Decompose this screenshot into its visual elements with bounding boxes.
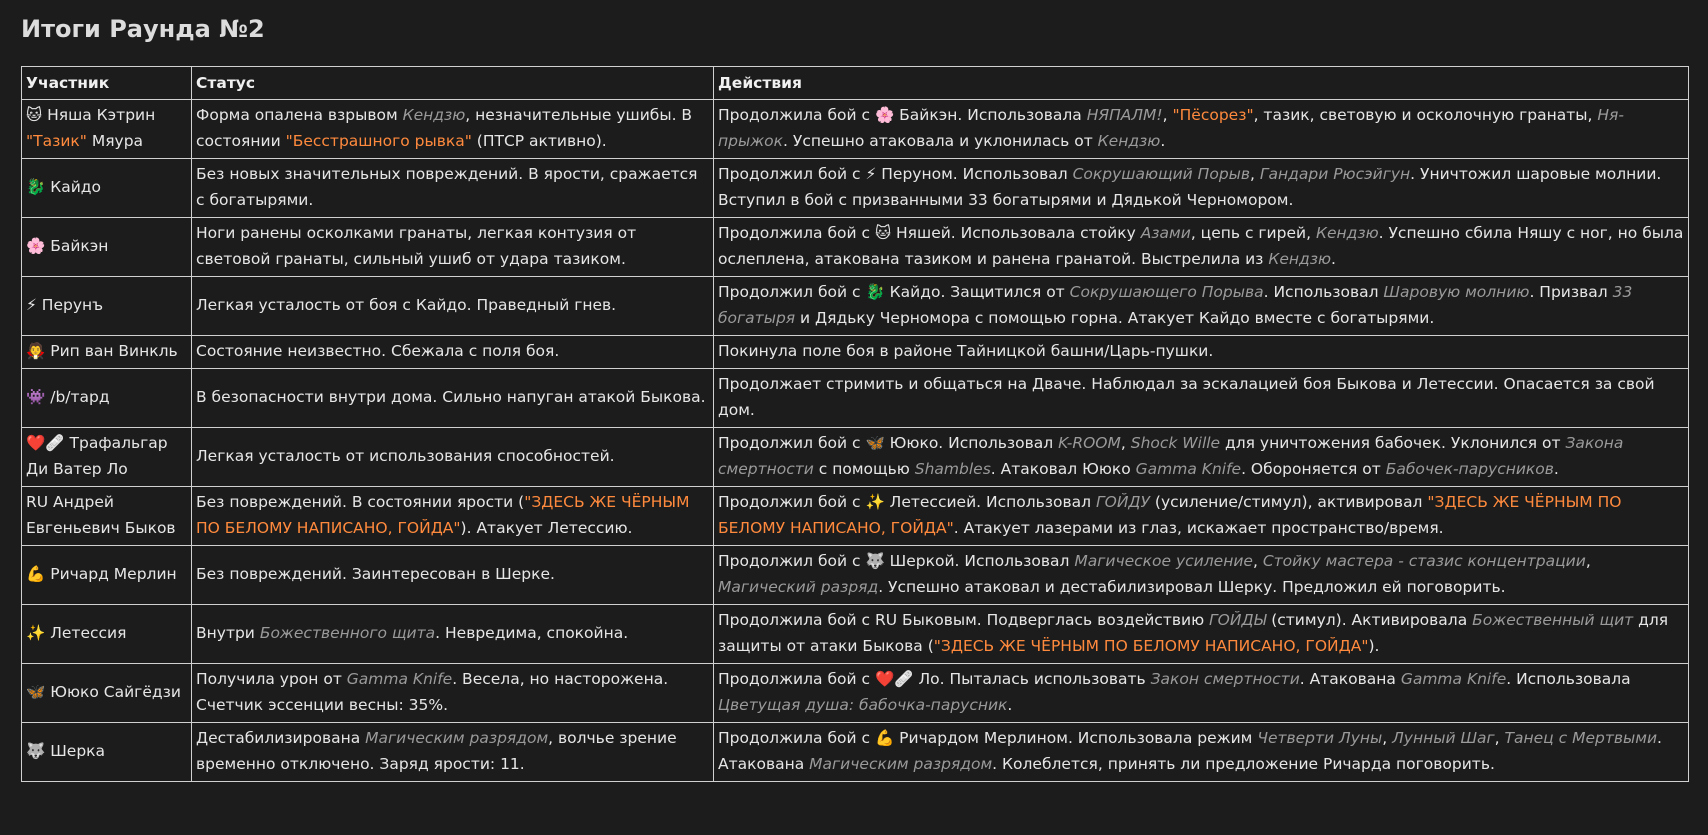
ability-name: Магическое усиление: [1074, 552, 1253, 570]
text-segment: Продолжил бой с ✨ Летессией. Использовал: [718, 493, 1096, 511]
status-cell: [192, 605, 714, 664]
status-cell: [192, 218, 714, 277]
text-segment: . Весела, но насторожена. Счетчик эссенции весны: 35%.: [196, 670, 669, 714]
text-segment: .: [1553, 460, 1559, 478]
ability-name: Цветущая душа: бабочка-парусник: [718, 696, 1008, 714]
ability-name: K-ROOM: [1058, 434, 1121, 452]
actions-cell: [714, 369, 1689, 428]
text-segment: и Дядьку Черномора с помощью горна. Атакует Кайдо вместе с богатырями.: [795, 309, 1435, 327]
text-segment: 🐱 Няша Кэтрин: [26, 106, 156, 124]
text-segment: , волчье зрение временно отключено. Заряд ярости: 11.: [196, 729, 677, 773]
quote-text: "Бесстрашного рывка": [285, 132, 472, 150]
text-segment: 🐺 Шерка: [26, 742, 106, 760]
text-segment: Легкая усталость от боя с Кайдо. Праведный гнев.: [196, 296, 617, 314]
text-segment: ,: [1120, 434, 1131, 452]
text-segment: . Уничтожил шаровые молнии. Вступил в бой с призванными 33 богатырями и Дядькой Черномором.: [718, 165, 1662, 209]
ability-name: Божественного щита: [259, 624, 436, 642]
quote-text: "ЗДЕСЬ ЖЕ ЧЁРНЫМ ПО БЕЛОМУ НАПИСАНО, ГОЙДА": [933, 637, 1369, 655]
ability-name: Кендзю: [1268, 250, 1332, 268]
text-segment: Продолжает стримить и общаться на Дваче. Наблюдал за эскалацией боя Быкова и Летессии. Опасается за свой дом.: [718, 375, 1655, 419]
ability-name: Shock Wille: [1130, 434, 1221, 452]
actions-cell: [714, 100, 1689, 159]
text-segment: ,: [1585, 552, 1591, 570]
text-segment: Легкая усталость от использования способностей.: [196, 447, 615, 465]
table-row: [22, 218, 1689, 277]
text-segment: . Атакована: [718, 729, 1662, 773]
text-segment: Без новых значительных повреждений. В ярости, сражается с богатырями.: [196, 165, 698, 209]
actions-cell: [714, 218, 1689, 277]
quote-text: "ЗДЕСЬ ЖЕ ЧЁРНЫМ ПО БЕЛОМУ НАПИСАНО, ГОЙДА": [718, 493, 1622, 537]
participant-cell: [22, 277, 192, 336]
quote-text: "ЗДЕСЬ ЖЕ ЧЁРНЫМ ПО БЕЛОМУ НАПИСАНО, ГОЙДА": [196, 493, 690, 537]
text-segment: Внутри: [196, 624, 260, 642]
quote-text: "Тазик": [26, 132, 87, 150]
quote-text: "Пёсорез": [1172, 106, 1254, 124]
actions-cell: [714, 428, 1689, 487]
ability-name: Gamma Knife: [346, 670, 453, 688]
participant-cell: [22, 428, 192, 487]
text-segment: для защиты от атаки Быкова (: [718, 611, 1669, 655]
text-segment: Продолжила бой с RU Быковым. Подверглась воздействию: [718, 611, 1210, 629]
ability-name: Магическим разрядом: [365, 729, 549, 747]
text-segment: Продолжила бой с 💪 Ричардом Мерлином. Использовала режим: [718, 729, 1258, 747]
ability-name: Ня-прыжок: [718, 106, 1624, 150]
participant-cell: [22, 336, 192, 369]
text-segment: Продолжил бой с 🐺 Шеркой. Использовал: [718, 552, 1075, 570]
ability-name: Гандари Рюсэйгун: [1259, 165, 1411, 183]
text-segment: . Колеблется, принять ли предложение Ричарда поговорить.: [992, 755, 1495, 773]
text-segment: . Атакована: [1299, 670, 1401, 688]
ability-name: ГОЙДЫ: [1209, 611, 1267, 629]
text-segment: Без повреждений. В состоянии ярости (: [196, 493, 525, 511]
text-segment: ). Атакует Летессию.: [460, 519, 633, 537]
text-segment: Ноги ранены осколками гранаты, легкая контузия от световой гранаты, сильный ушиб от удара тазиком.: [196, 224, 637, 268]
participant-cell: [22, 100, 192, 159]
status-cell: [192, 336, 714, 369]
table-row: [22, 487, 1689, 546]
ability-name: 33 богатыря: [718, 283, 1633, 327]
ability-name: Сокрушающего Порыва: [1069, 283, 1264, 301]
text-segment: 💪 Ричард Мерлин: [26, 565, 177, 583]
text-segment: ,: [1382, 729, 1393, 747]
ability-name: Gamma Knife: [1400, 670, 1507, 688]
text-segment: 🦋 Ююко Сайгёдзи: [26, 683, 181, 701]
ability-name: Стойку мастера - стазис концентрации: [1262, 552, 1586, 570]
text-segment: Продолжил бой с 🦋 Ююко. Использовал: [718, 434, 1059, 452]
text-segment: . Невредима, спокойна.: [435, 624, 629, 642]
text-segment: Дестабилизирована: [196, 729, 366, 747]
participant-cell: [22, 487, 192, 546]
table-body: [22, 100, 1689, 782]
table-row: [22, 664, 1689, 723]
text-segment: 🌸 Байкэн: [26, 237, 109, 255]
actions-cell: [714, 487, 1689, 546]
status-cell: [192, 428, 714, 487]
ability-name: Шаровую молнию: [1383, 283, 1530, 301]
text-segment: Покинула поле боя в районе Тайницкой башни/Царь-пушки.: [718, 342, 1214, 360]
text-segment: ).: [1368, 637, 1380, 655]
status-cell: [192, 277, 714, 336]
actions-cell: [714, 605, 1689, 664]
status-cell: [192, 159, 714, 218]
text-segment: (ПТСР активно).: [471, 132, 607, 150]
status-cell: [192, 487, 714, 546]
text-segment: . Успешно сбила Няшу с ног, но была ослеплена, атакована тазиком и ранена гранатой. Выстрелила из: [718, 224, 1684, 268]
text-segment: .: [1331, 250, 1336, 268]
text-segment: ,: [1162, 106, 1173, 124]
ability-name: Gamma Knife: [1135, 460, 1242, 478]
text-segment: , незначительные ушибы. В состоянии: [196, 106, 693, 150]
text-segment: . Обороняется от: [1241, 460, 1386, 478]
text-segment: Получила урон от: [196, 670, 347, 688]
table-row: [22, 159, 1689, 218]
status-cell: [192, 369, 714, 428]
participant-cell: [22, 546, 192, 605]
status-cell: [192, 723, 714, 782]
ability-name: Кендзю: [1315, 224, 1379, 242]
text-segment: . Атаковал Ююко: [990, 460, 1136, 478]
text-segment: 👾 /b/тард: [26, 388, 110, 406]
text-segment: Продолжил бой с ⚡ Перуном. Использовал: [718, 165, 1073, 183]
text-segment: Продолжила бой с ❤️🩹 Ло. Пыталась использовать: [718, 670, 1151, 688]
ability-name: Танец с Мертвыми: [1504, 729, 1658, 747]
text-segment: ✨ Летессия: [26, 624, 127, 642]
ability-name: Shambles: [914, 460, 991, 478]
text-segment: (усиление/стимул), активировал: [1149, 493, 1428, 511]
text-segment: для уничтожения бабочек. Уклонился от: [1220, 434, 1566, 452]
table-row: [22, 605, 1689, 664]
table-row: [22, 546, 1689, 605]
participant-cell: [22, 369, 192, 428]
actions-cell: [714, 723, 1689, 782]
text-segment: (стимул). Активировала: [1266, 611, 1473, 629]
ability-name: Четверти Луны: [1257, 729, 1383, 747]
ability-name: НЯПАЛМ!: [1086, 106, 1163, 124]
header-participant: Участник: [22, 67, 192, 100]
text-segment: RU Андрей Евгеньевич Быков: [26, 493, 176, 537]
status-cell: [192, 100, 714, 159]
ability-name: ГОЙДУ: [1095, 493, 1150, 511]
text-segment: ,: [1252, 552, 1263, 570]
ability-name: Закон смертности: [1150, 670, 1300, 688]
text-segment: Продолжила бой с 🐱 Няшей. Использовала стойку: [718, 224, 1141, 242]
text-segment: Без повреждений. Заинтересован в Шерке.: [196, 565, 555, 583]
text-segment: . Атакует лазерами из глаз, искажает пространство/время.: [953, 519, 1444, 537]
table-row: [22, 723, 1689, 782]
ability-name: Бабочек-парусников: [1385, 460, 1554, 478]
participant-cell: [22, 605, 192, 664]
ability-name: Лунный Шаг: [1392, 729, 1495, 747]
header-status: Статус: [192, 67, 714, 100]
table-row: [22, 428, 1689, 487]
actions-cell: [714, 546, 1689, 605]
page-title: Итоги Раунда №2: [21, 15, 265, 43]
header-actions: Действия: [714, 67, 1689, 100]
actions-cell: [714, 664, 1689, 723]
text-segment: . Использовала: [1506, 670, 1631, 688]
text-segment: . Успешно атаковала и уклонилась от: [783, 132, 1098, 150]
text-segment: .: [1160, 132, 1166, 150]
actions-cell: [714, 336, 1689, 369]
text-segment: . Использовал: [1263, 283, 1384, 301]
text-segment: .: [1007, 696, 1013, 714]
table-row: [22, 336, 1689, 369]
actions-cell: [714, 159, 1689, 218]
text-segment: ,: [1494, 729, 1505, 747]
ability-name: Божественный щит: [1472, 611, 1634, 629]
text-segment: Форма опалена взрывом: [196, 106, 403, 124]
status-cell: [192, 546, 714, 605]
text-segment: ❤️🩹 Трафальгар Ди Ватер Ло: [26, 434, 168, 478]
table-row: [22, 277, 1689, 336]
participant-cell: [22, 159, 192, 218]
ability-name: Азами: [1140, 224, 1191, 242]
participant-cell: [22, 218, 192, 277]
participant-cell: [22, 723, 192, 782]
text-segment: Продолжила бой с 🌸 Байкэн. Использовала: [718, 106, 1087, 124]
ability-name: Кендзю: [402, 106, 466, 124]
text-segment: , тазик, световую и осколочную гранаты,: [1253, 106, 1598, 124]
text-segment: В безопасности внутри дома. Сильно напуган атакой Быкова.: [196, 388, 706, 406]
text-segment: 🧛 Рип ван Винкль: [26, 342, 178, 360]
ability-name: Сокрушающий Порыв: [1072, 165, 1251, 183]
ability-name: Закона смертности: [718, 434, 1624, 478]
text-segment: ,: [1250, 165, 1260, 183]
text-segment: . Успешно атаковал и дестабилизировал Шерку. Предложил ей поговорить.: [878, 578, 1506, 596]
table-row: [22, 100, 1689, 159]
actions-cell: [714, 277, 1689, 336]
text-segment: 🐉 Кайдо: [26, 178, 102, 196]
text-segment: с помощью: [813, 460, 915, 478]
text-segment: ⚡ Перунъ: [26, 296, 104, 314]
ability-name: Кендзю: [1097, 132, 1161, 150]
text-segment: Состояние неизвестно. Сбежала с поля боя.: [196, 342, 560, 360]
ability-name: Магический разряд: [718, 578, 879, 596]
header-row: [22, 67, 1689, 100]
text-segment: , цепь с гирей,: [1190, 224, 1316, 242]
ability-name: Магическим разрядом: [809, 755, 993, 773]
participant-cell: [22, 664, 192, 723]
text-segment: Мяура: [86, 132, 144, 150]
text-segment: . Призвал: [1529, 283, 1613, 301]
round-results-page: [21, 10, 1691, 773]
table-header: [22, 67, 1689, 100]
table-row: [22, 369, 1689, 428]
status-cell: [192, 664, 714, 723]
text-segment: Продолжил бой с 🐉 Кайдо. Защитился от: [718, 283, 1070, 301]
results-table: [21, 66, 1689, 782]
